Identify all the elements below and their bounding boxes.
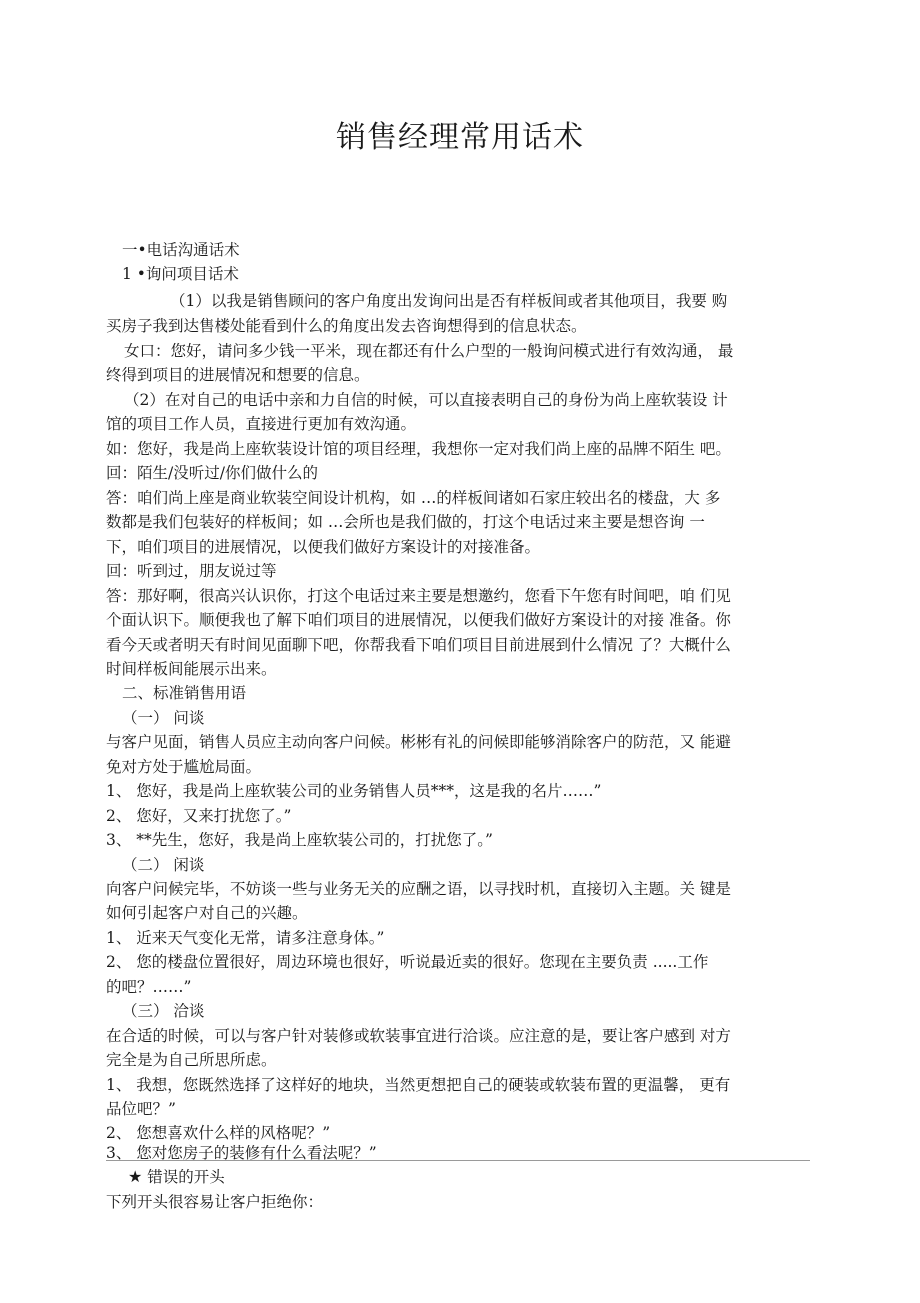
- page-title: 销售经理常用话术: [336, 120, 584, 155]
- list-item: 3、 您对您房子的装修有什么看法呢？”: [106, 1144, 377, 1162]
- section-heading: 一•电话沟通话术: [122, 241, 240, 259]
- list-item: 2、 您好，又来打扰您了。”: [106, 807, 292, 825]
- list-item: 1、 您好，我是尚上座软装公司的业务销售人员***，这是我的名片……”: [106, 782, 602, 800]
- dialogue-line: 时间样板间能展示出来。: [106, 660, 277, 678]
- subsection-heading: （一） 问谈: [122, 709, 205, 727]
- paragraph-line: 下列开头很容易让客户拒绝你：: [106, 1193, 324, 1211]
- divider-line: [106, 1160, 810, 1161]
- dialogue-line: 回：陌生/没听过/你们做什么的: [106, 464, 318, 482]
- paragraph-line: 在合适的时候，可以与客户针对装修或软装事宜进行洽谈。应注意的是，要让客户感到 对方: [106, 1027, 731, 1045]
- dialogue-line: 如：您好，我是尚上座软装设计馆的项目经理，我想你一定对我们尚上座的品牌不陌生 吧。: [106, 440, 731, 458]
- paragraph-line: 终得到项目的进展情况和想要的信息。: [106, 366, 370, 384]
- star-icon: ★: [128, 1167, 143, 1186]
- list-item: 品位吧？”: [106, 1100, 176, 1118]
- list-item: 的吧？……”: [106, 978, 192, 996]
- paragraph-line: 免对方处于尴尬局面。: [106, 758, 262, 776]
- paragraph-line: 女口：您好，请问多少钱一平米，现在都还有什么户型的一般询问模式进行有效沟通， 最: [124, 342, 734, 360]
- paragraph-line: （1）以我是销售顾问的客户角度出发询问出是否有样板间或者其他项目，我要 购: [170, 292, 728, 310]
- subsection-heading: （二） 闲谈: [122, 856, 205, 874]
- highlight-heading-text: 错误的开头: [147, 1168, 225, 1186]
- paragraph-line: 向客户问候完毕，不妨谈一些与业务无关的应酬之语，以寻找时机，直接切入主题。关 键是: [106, 880, 731, 898]
- dialogue-line: 答：咱们尚上座是商业软装空间设计机构，如 …的样板间诸如石家庄较出名的楼盘，大 多: [106, 489, 721, 507]
- list-item: 1、 我想，您既然选择了这样好的地块，当然更想把自己的硬装或软装布置的更温馨， 更有: [106, 1076, 731, 1094]
- subsection-heading: 1 •询问项目话术: [122, 265, 239, 283]
- subsection-heading: （三） 洽谈: [122, 1002, 205, 1020]
- highlight-heading: [128, 1165, 830, 1189]
- paragraph-line: 馆的项目工作人员，直接进行更加有效沟通。: [106, 415, 417, 433]
- dialogue-line: 数都是我们包装好的样板间；如 …会所也是我们做的，打这个电话过来主要是想咨询 一: [106, 513, 705, 531]
- dialogue-line: 个面认识下。顺便我也了解下咱们项目的进展情况，以便我们做好方案设计的对接 准备。你: [106, 611, 731, 629]
- paragraph-line: 完全是为自己所思所虑。: [106, 1051, 277, 1069]
- dialogue-line: 看今天或者明天有时间见面聊下吧，你帮我看下咱们项目目前进展到什么情况 了？大概什么: [106, 636, 731, 654]
- dialogue-line: 答：那好啊，很高兴认识你，打这个电话过来主要是想邀约，您看下午您有时间吧，咱 们见: [106, 587, 731, 605]
- list-item: 2、 您的楼盘位置很好，周边环境也很好，听说最近卖的很好。您现在主要负责 .....工作: [106, 953, 709, 971]
- list-item: 3、 **先生，您好，我是尚上座软装公司的，打扰您了。”: [106, 831, 493, 849]
- section-heading: 二、标准销售用语: [122, 684, 247, 702]
- dialogue-line: 下，咱们项目的进展情况，以便我们做好方案设计的对接准备。: [106, 538, 541, 556]
- paragraph-line: 与客户见面，销售人员应主动向客户问候。彬彬有礼的问候即能够消除客户的防范，又 能避: [106, 733, 731, 751]
- list-item: 2、 您想喜欢什么样的风格呢？”: [106, 1124, 331, 1142]
- paragraph-line: （2）在对自己的电话中亲和力自信的时候，可以直接表明自己的身份为尚上座软装设 计: [124, 391, 728, 409]
- list-item: 1、 近来天气变化无常，请多注意身体。”: [106, 929, 385, 947]
- paragraph-line: 买房子我到达售楼处能看到什么的角度出发去咨询想得到的信息状态。: [106, 317, 587, 335]
- paragraph-line: 如何引起客户对自己的兴趣。: [106, 904, 308, 922]
- dialogue-line: 回：听到过，朋友说过等: [106, 562, 277, 580]
